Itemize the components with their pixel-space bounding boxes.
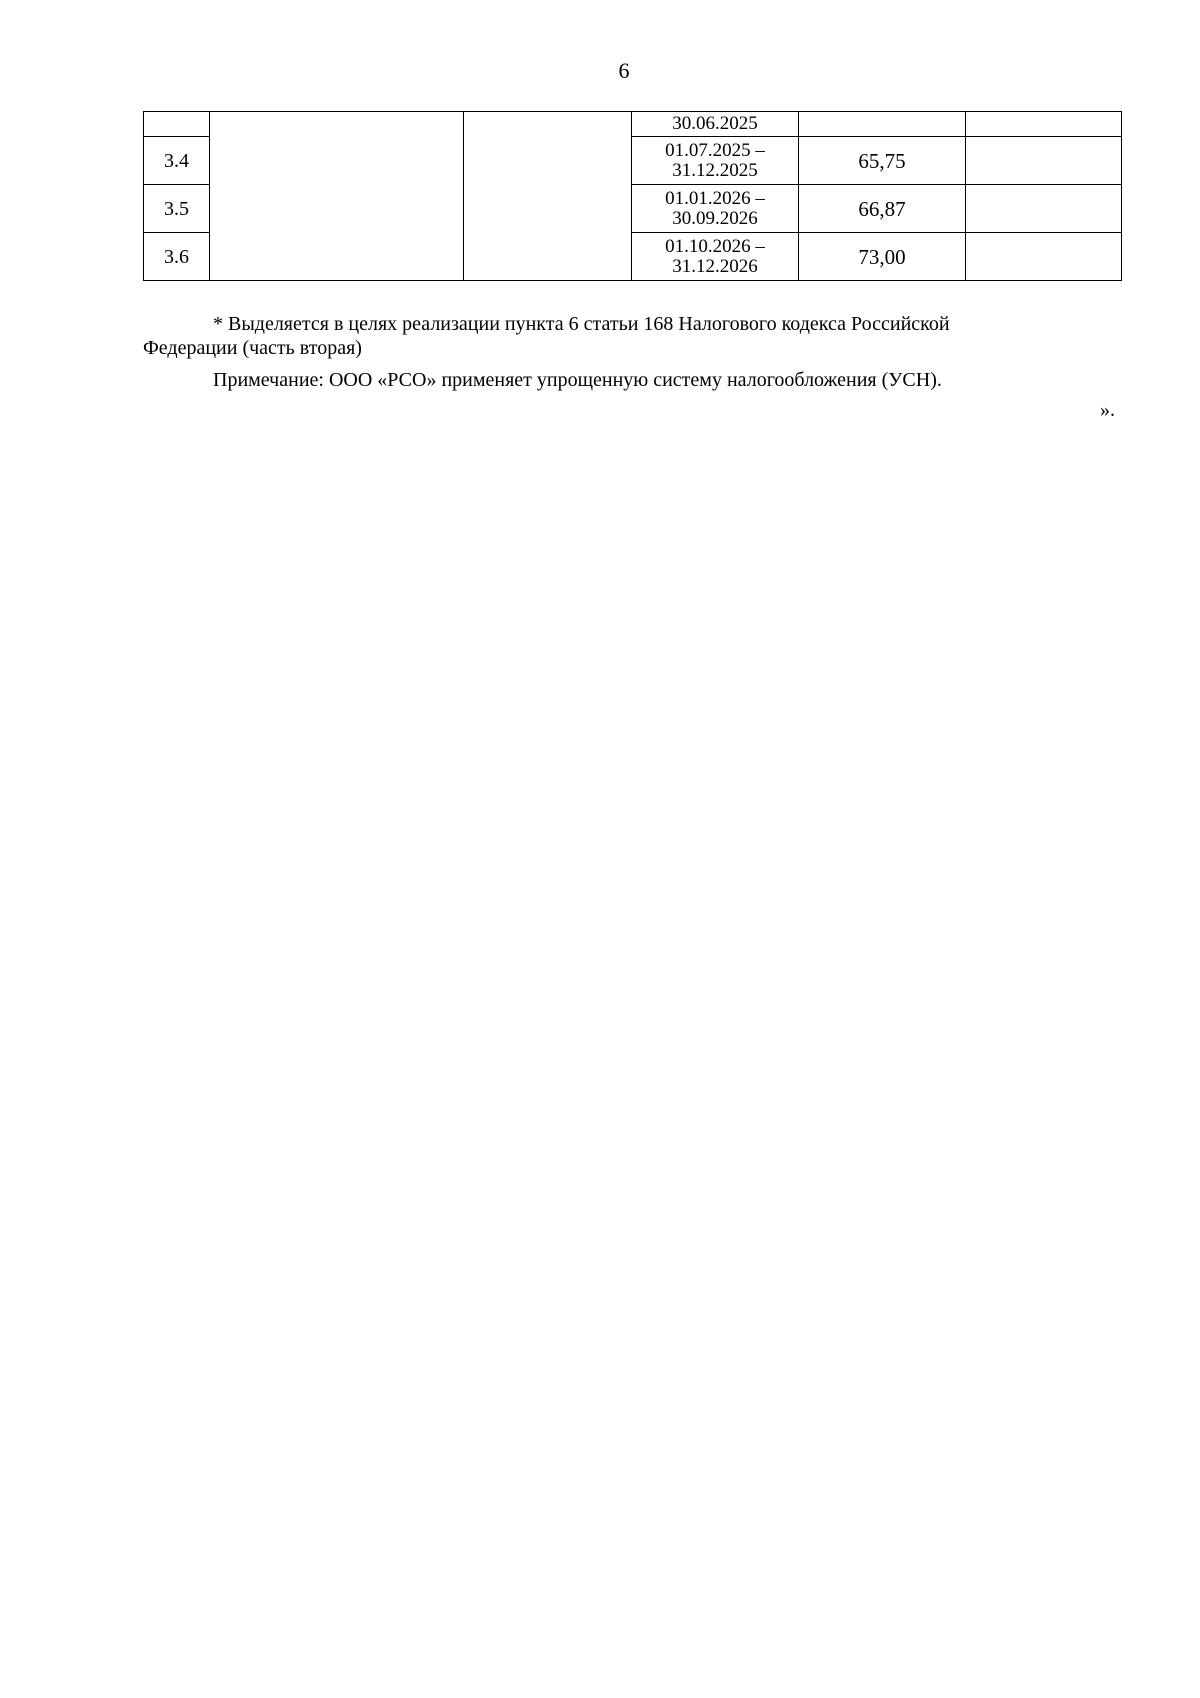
footnote <box>143 312 1085 360</box>
footnote-line-1: * Выделяется в целях реализации пункта 6 статьи 168 Налогового кодекса Российской <box>213 313 950 335</box>
merged-name-cell <box>210 112 464 281</box>
period-start: 30.06.2025 <box>672 113 758 134</box>
footnote-line-2: Федерации (часть вторая) <box>143 337 362 359</box>
tariff-value: 65,75 <box>799 137 966 185</box>
tariff-value <box>799 112 966 137</box>
merged-type-cell <box>464 112 632 281</box>
note-text: Примечание: ООО «РСО» применяет упрощенную систему налогообложения (УСН). <box>213 369 942 391</box>
tariff-table <box>143 111 1122 281</box>
extra-cell <box>966 185 1122 233</box>
period-start: 01.10.2026 – <box>665 235 765 257</box>
period-end: 30.09.2026 <box>672 207 758 229</box>
extra-cell <box>966 137 1122 185</box>
row-number: 3.5 <box>144 185 210 233</box>
period-cell <box>632 233 799 281</box>
period-cell <box>632 185 799 233</box>
extra-cell <box>966 112 1122 137</box>
period-end: 31.12.2026 <box>672 255 758 277</box>
period-cell <box>632 137 799 185</box>
tariff-value: 73,00 <box>799 233 966 281</box>
period-start: 01.07.2025 – <box>665 139 765 161</box>
table-row <box>144 112 1122 137</box>
closing-quote-mark: ». <box>1100 399 1115 421</box>
period-start: 01.01.2026 – <box>665 187 765 209</box>
row-number <box>144 112 210 137</box>
row-number: 3.6 <box>144 233 210 281</box>
row-number: 3.4 <box>144 137 210 185</box>
extra-cell <box>966 233 1122 281</box>
period-end: 31.12.2025 <box>672 159 758 181</box>
period-cell <box>632 112 799 137</box>
page-number: 6 <box>618 58 630 83</box>
tariff-value: 66,87 <box>799 185 966 233</box>
